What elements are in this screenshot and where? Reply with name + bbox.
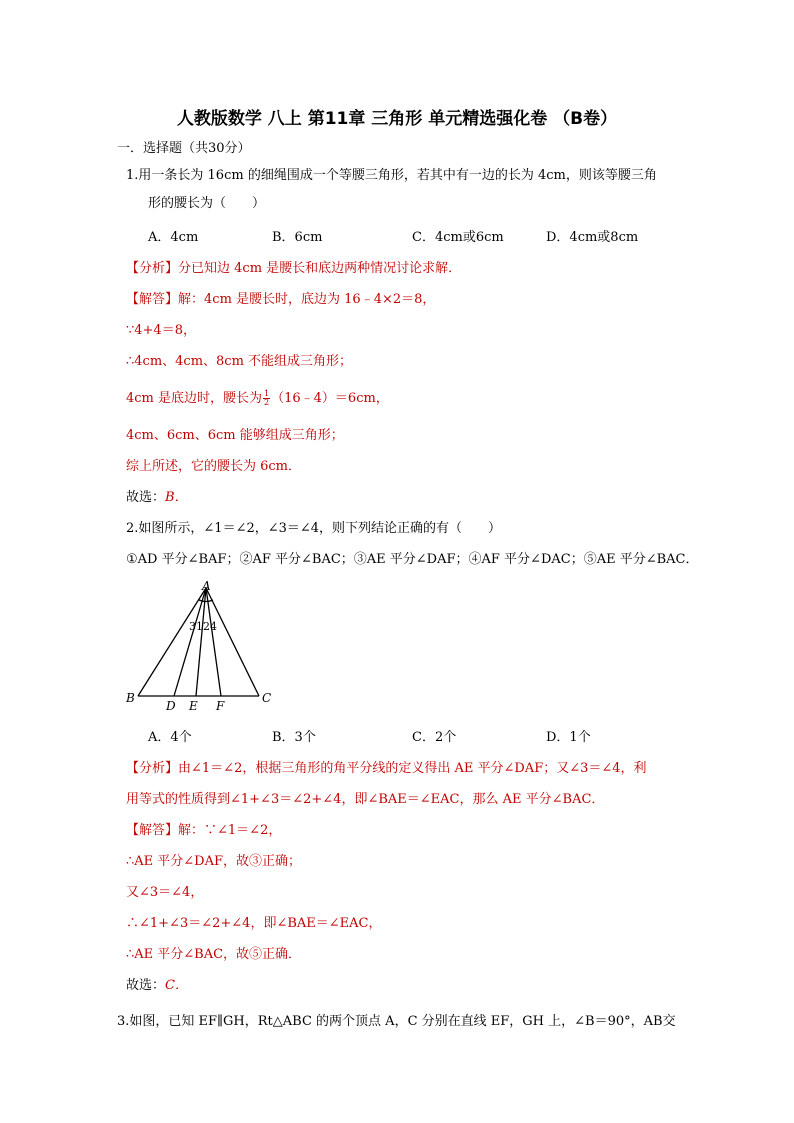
q1-step-3 xyxy=(126,390,389,408)
q1-step-1: ∵4+4＝8， xyxy=(126,323,196,338)
q2-option-d: D．1个 xyxy=(546,730,591,745)
page-title: 人教版数学 八上 第11章 三角形 单元精选强化卷 （B卷） xyxy=(176,109,618,129)
label-b: B xyxy=(126,691,135,705)
q1-answer-text: 解：4cm 是腰长时，底边为 16﹣4×2＝8， xyxy=(178,292,436,307)
q2-step-1: ∴AE 平分∠DAF，故③正确； xyxy=(126,854,302,869)
label-c: C xyxy=(262,691,272,705)
q1-step-3-lead: 4cm 是底边时，腰长为 xyxy=(126,391,263,406)
q1-option-b: B．6cm xyxy=(272,230,323,245)
q1-choice-label: 故选： xyxy=(126,490,166,505)
q2-step-2: 又∠3＝∠4， xyxy=(126,885,204,900)
q1-step-3-tail: （16﹣4）＝6cm， xyxy=(271,391,389,406)
angle-labels: 3124 xyxy=(189,620,217,633)
q1-choice xyxy=(126,489,188,507)
q1-step-5: 综上所述，它的腰长为 6cm． xyxy=(126,459,302,474)
q2-answer-tag: 【解答】 xyxy=(126,823,179,838)
q2-analysis-text-1: 由∠1＝∠2，根据三角形的角平分线的定义得出 AE 平分∠DAF；又∠3＝∠4，利 xyxy=(178,761,647,776)
q2-analysis xyxy=(126,760,647,778)
q2-analysis-text-2: 用等式的性质得到∠1+∠3＝∠2+∠4，即∠BAE＝∠EAC，那么 AE 平分∠BAC． xyxy=(126,792,605,807)
q1-option-d: D．4cm或8cm xyxy=(546,230,639,245)
q2-triangle-figure xyxy=(120,578,290,718)
q1-stem-line2: 形的腰长为（ ） xyxy=(148,196,266,211)
q2-answer xyxy=(126,822,281,840)
q2-step-3: ∴∠1+∠3＝∠2+∠4，即∠BAE＝∠EAC， xyxy=(126,916,382,931)
q1-fraction xyxy=(263,390,270,407)
q1-analysis xyxy=(126,260,461,278)
q2-stem-line1: 2.如图所示，∠1＝∠2，∠3＝∠4，则下列结论正确的有（ ） xyxy=(126,521,502,536)
q2-option-c: C．2个 xyxy=(412,730,457,745)
q2-step-4: ∴AE 平分∠BAC，故⑤正确． xyxy=(126,947,302,962)
q2-choice-label: 故选： xyxy=(126,978,166,993)
q1-choice-value: B． xyxy=(165,490,188,505)
q1-analysis-text: 分已知边 4cm 是腰长和底边两种情况讨论求解． xyxy=(178,261,462,276)
side-ab xyxy=(138,588,206,696)
q2-analysis-tag: 【分析】 xyxy=(126,761,179,776)
q1-option-c: C．4cm或6cm xyxy=(412,230,504,245)
q2-option-a: A．4个 xyxy=(148,730,192,745)
angle-arc xyxy=(199,600,213,602)
q2-option-b: B．3个 xyxy=(272,730,316,745)
q1-option-a: A．4cm xyxy=(148,230,199,245)
q2-answer-text: 解：∵∠1＝∠2， xyxy=(178,823,282,838)
fraction-numerator: 1 xyxy=(264,389,270,398)
q3-stem-line1: 3.如图，已知 EF∥GH，Rt△ABC 的两个顶点 A，C 分别在直线 EF，GH 上，∠B＝90°，AB交 xyxy=(117,1014,676,1029)
q1-step-2: ∴4cm、4cm、8cm 不能组成三角形； xyxy=(126,354,353,369)
section-heading: 一．选择题（共30分） xyxy=(117,141,251,156)
q1-answer-tag: 【解答】 xyxy=(126,292,179,307)
q1-stem-line1: 1.用一条长为 16cm 的细绳围成一个等腰三角形，若其中有一边的长为 4cm，则该等腰三角 xyxy=(126,168,657,183)
label-f: F xyxy=(216,699,225,713)
q2-stem-line2: ①AD 平分∠BAF；②AF 平分∠BAC；③AE 平分∠DAF；④AF 平分∠DAC；⑤AE 平分∠BAC． xyxy=(126,552,699,567)
q2-choice-value: C． xyxy=(165,978,188,993)
q1-analysis-tag: 【分析】 xyxy=(126,261,179,276)
q1-answer xyxy=(126,291,435,309)
fraction-denominator: 2 xyxy=(264,398,270,407)
label-e: E xyxy=(189,699,198,713)
label-d: D xyxy=(166,699,176,713)
q2-choice xyxy=(126,977,188,995)
q1-step-4: 4cm、6cm、6cm 能够组成三角形； xyxy=(126,428,344,443)
label-a: A xyxy=(202,579,211,593)
